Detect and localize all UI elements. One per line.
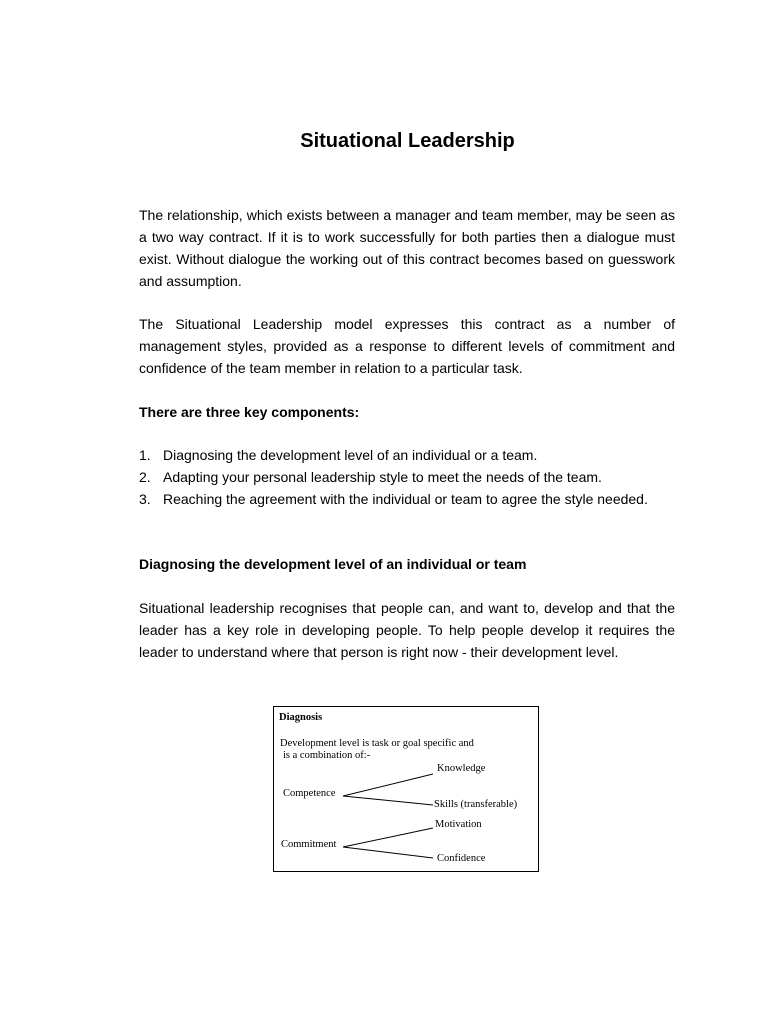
commitment-confidence-line bbox=[343, 847, 433, 858]
competence-knowledge-line bbox=[343, 774, 433, 796]
model-paragraph: The Situational Leadership model expresses this contract as a number of management styles, provided as a response to different levels of commitment and confidence of the team member in relation to a particular task. bbox=[139, 316, 675, 376]
diagram-intro-line2: is a combination of:- bbox=[283, 750, 371, 761]
components-list bbox=[139, 444, 675, 510]
list-item-number: 3. bbox=[139, 491, 151, 507]
list-item-number: 2. bbox=[139, 469, 151, 485]
commitment-motivation-line bbox=[343, 828, 433, 847]
diagram-intro-line1: Development level is task or goal specific and bbox=[280, 738, 474, 749]
diagram-title: Diagnosis bbox=[279, 712, 323, 723]
list-item bbox=[139, 444, 675, 466]
intro-paragraph: The relationship, which exists between a manager and team member, may be seen as a two way contract. If it is to work successfully for both parties then a dialogue must exist. Without dialogue the working out of this contract becomes based on guesswork and assumption. bbox=[139, 207, 675, 289]
skills-label: Skills (transferable) bbox=[434, 799, 518, 810]
knowledge-label: Knowledge bbox=[437, 763, 486, 774]
diagnosis-diagram bbox=[273, 706, 539, 872]
development-paragraph: Situational leadership recognises that people can, and want to, develop and that the leader has a key role in developing people. To help people develop it requires the leader to understand where that person is right now - their development level. bbox=[139, 600, 675, 660]
list-item bbox=[139, 488, 675, 510]
diagnosing-heading: Diagnosing the development level of an individual or team bbox=[139, 556, 527, 572]
list-item-text: Diagnosing the development level of an individual or a team. bbox=[163, 447, 538, 463]
list-item bbox=[139, 466, 675, 488]
competence-label: Competence bbox=[283, 788, 336, 799]
confidence-label: Confidence bbox=[437, 853, 486, 864]
list-item-text: Reaching the agreement with the individual or team to agree the style needed. bbox=[163, 491, 648, 507]
components-heading: There are three key components: bbox=[139, 404, 360, 420]
list-item-number: 1. bbox=[139, 447, 151, 463]
motivation-label: Motivation bbox=[435, 819, 482, 830]
page-title: Situational Leadership bbox=[300, 130, 515, 152]
competence-skills-line bbox=[343, 796, 433, 805]
commitment-label: Commitment bbox=[281, 839, 337, 850]
list-item-text: Adapting your personal leadership style to meet the needs of the team. bbox=[163, 469, 602, 485]
